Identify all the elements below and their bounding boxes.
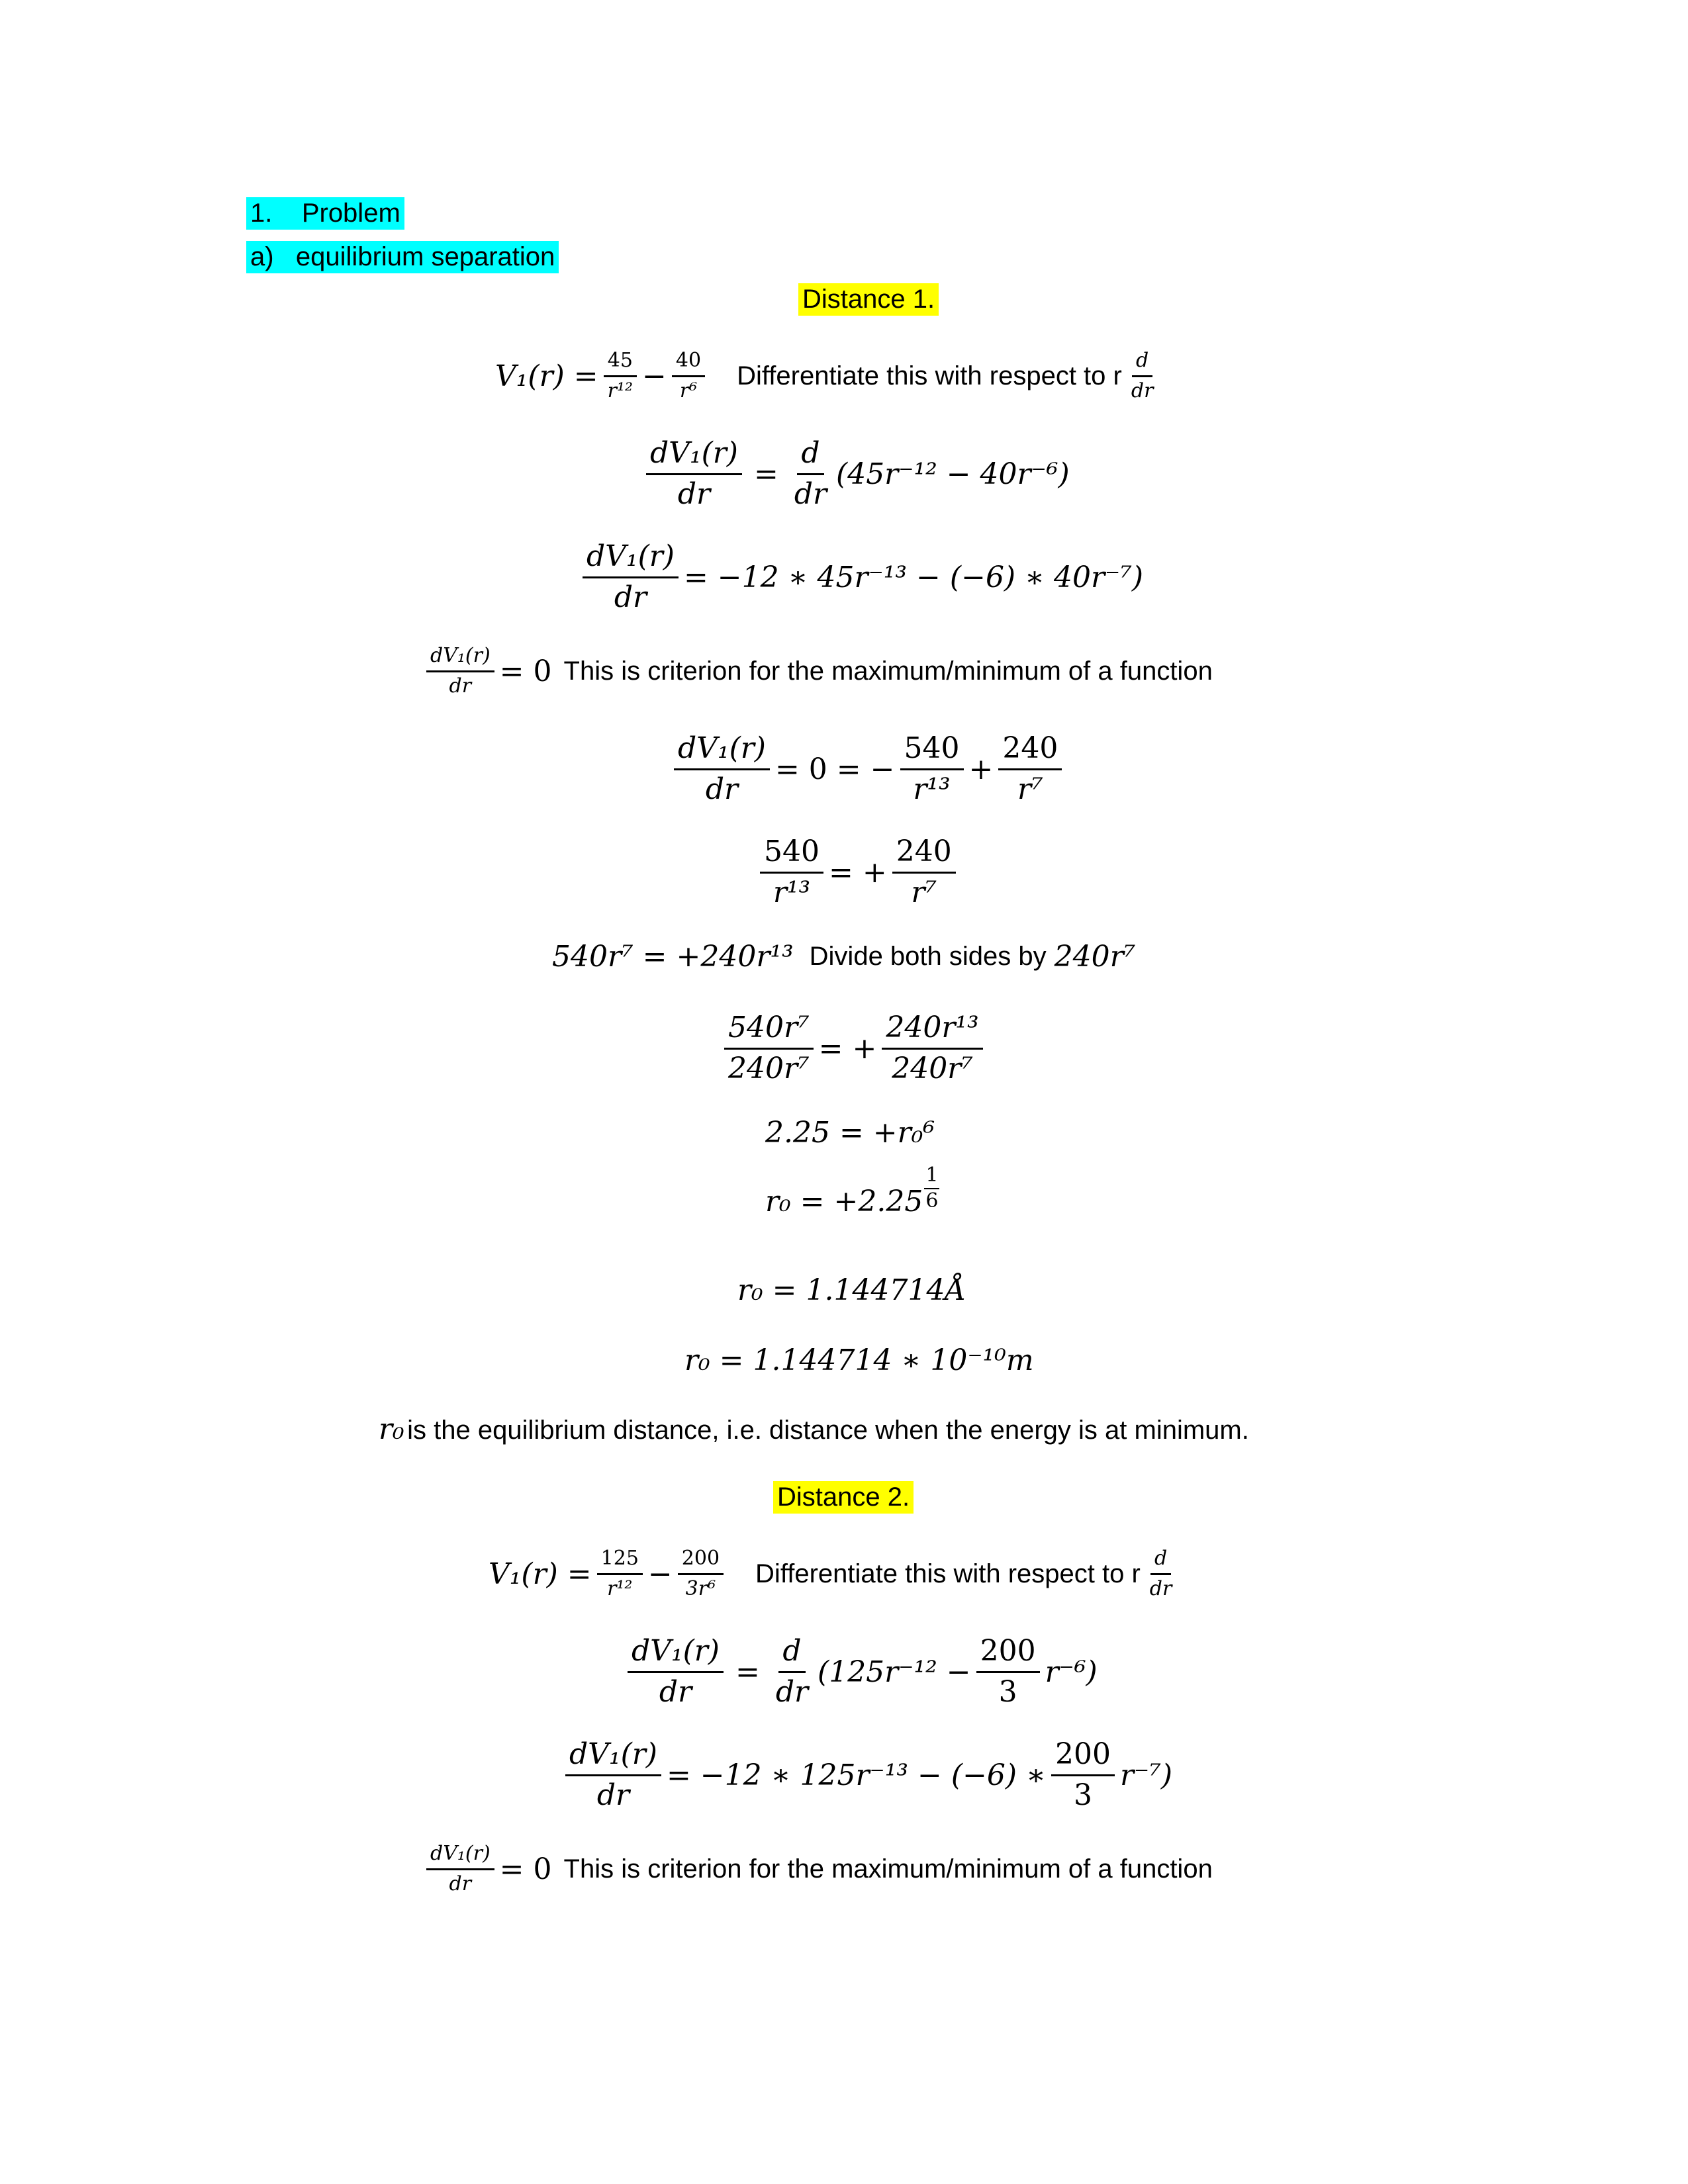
d2-step2-dv: $\frac{\text{dV₁(r)}}{dr}$ bbox=[565, 1738, 661, 1812]
d1-step3-mid: = 0 = − bbox=[774, 752, 895, 786]
d2-step2-post: r⁻⁷) bbox=[1119, 1758, 1173, 1792]
d1-step9 bbox=[737, 1273, 966, 1307]
d1-conclusion-symbol: r₀ bbox=[379, 1412, 404, 1446]
problem-heading bbox=[246, 197, 404, 230]
distance1-label: Distance 1. bbox=[798, 283, 939, 316]
part-label: equilibrium separation bbox=[295, 242, 555, 271]
d1-step10 bbox=[684, 1343, 1034, 1377]
d2-criterion-text: This is criterion for the maximum/minimum of a function bbox=[563, 1854, 1213, 1884]
d1-step3-dv: $\frac{\text{dV₁(r)}}{dr}$ bbox=[674, 732, 770, 806]
d1-step6-mid: = + bbox=[818, 1031, 877, 1066]
part-heading bbox=[246, 241, 559, 273]
d1-v-frac2: $\frac{40}{\text{r⁶}}$ bbox=[672, 349, 705, 402]
d2-criterion-dv: $\frac{\text{dV₁(r)}}{dr}$ bbox=[426, 1843, 494, 1895]
d1-d-dr: $\frac{d}{dr}$ bbox=[1131, 349, 1154, 402]
d2-step1-ddr: $\frac{d}{dr}$ bbox=[775, 1634, 809, 1709]
d2-d-dr: $\frac{d}{dr}$ bbox=[1149, 1547, 1172, 1600]
d2-step1-pre: (125r⁻¹² − bbox=[818, 1655, 971, 1689]
d2-potential-equation bbox=[489, 1547, 1181, 1600]
d1-step7 bbox=[765, 1116, 935, 1150]
d2-v-frac2: $\frac{200}{\text{3r⁶}}$ bbox=[678, 1547, 724, 1600]
d1-step3-frac2: $\frac{240}{\text{r⁷}}$ bbox=[998, 732, 1062, 806]
d1-step9-expr: r₀ = 1.144714Å bbox=[737, 1273, 966, 1307]
d1-v-minus: − bbox=[642, 359, 667, 393]
d1-v-lhs: V₁(r) = bbox=[495, 359, 598, 393]
d1-step8 bbox=[765, 1163, 939, 1218]
d1-criterion bbox=[421, 645, 1213, 698]
d1-step5-divisor: 240r⁷ bbox=[1054, 940, 1136, 974]
d1-step2 bbox=[577, 540, 1143, 614]
d1-step4-frac1: $\frac{540}{\text{r¹³}}$ bbox=[760, 835, 823, 909]
d1-step5-text: Divide both sides by bbox=[809, 942, 1047, 971]
d1-step8-exponent: $\frac{1}{6}$ bbox=[925, 1163, 939, 1212]
d1-step5-expr: 540r⁷ = +240r¹³ bbox=[552, 940, 794, 974]
d2-step2 bbox=[560, 1738, 1172, 1812]
d1-criterion-text: This is criterion for the maximum/minimum of a function bbox=[563, 656, 1213, 686]
d1-criterion-dv: $\frac{\text{dV₁(r)}}{dr}$ bbox=[426, 645, 494, 698]
d1-step6-frac2: $\frac{\text{240r¹³}}{\text{240r⁷}}$ bbox=[882, 1011, 982, 1085]
d1-step4 bbox=[755, 835, 961, 909]
distance2-label: Distance 2. bbox=[773, 1481, 914, 1514]
part-letter: a) bbox=[250, 242, 274, 271]
d1-conclusion bbox=[379, 1412, 1249, 1446]
d2-step1-dv: $\frac{\text{dV₁(r)}}{dr}$ bbox=[628, 1635, 724, 1709]
d2-step1-frac: $\frac{200}{3}$ bbox=[976, 1635, 1040, 1709]
d1-step10-expr: r₀ = 1.144714 ∗ 10⁻¹⁰m bbox=[684, 1343, 1034, 1377]
d1-v-frac1: $\frac{45}{\text{r¹²}}$ bbox=[604, 349, 637, 402]
d1-step3 bbox=[669, 732, 1067, 806]
d1-step2-dv: $\frac{\text{dV₁(r)}}{dr}$ bbox=[583, 540, 679, 614]
d1-step6-frac1: $\frac{\text{540r⁷}}{\text{240r⁷}}$ bbox=[724, 1011, 814, 1085]
d1-step1-ddr: $\frac{d}{dr}$ bbox=[794, 436, 827, 511]
problem-label: Problem bbox=[301, 199, 400, 228]
d1-step5 bbox=[552, 940, 1135, 974]
d1-step2-expr: = −12 ∗ 45r⁻¹³ − (−6) ∗ 40r⁻⁷) bbox=[683, 560, 1144, 594]
d1-criterion-eq: = 0 bbox=[499, 654, 552, 688]
d2-criterion-eq: = 0 bbox=[499, 1852, 552, 1886]
d1-step4-frac2: $\frac{240}{\text{r⁷}}$ bbox=[892, 835, 956, 909]
d1-conclusion-text: is the equilibrium distance, i.e. distance when the energy is at minimum. bbox=[407, 1416, 1249, 1445]
d1-step4-mid: = + bbox=[828, 855, 887, 889]
d2-v-lhs: V₁(r) = bbox=[489, 1557, 592, 1591]
d2-v-frac1: $\frac{125}{\text{r¹²}}$ bbox=[597, 1547, 643, 1600]
d1-diff-text: Differentiate this with respect to r bbox=[737, 361, 1122, 390]
d1-step3-plus: + bbox=[968, 752, 994, 786]
d1-potential-equation bbox=[495, 349, 1162, 402]
d2-step2-pre: = −12 ∗ 125r⁻¹³ − (−6) ∗ bbox=[666, 1758, 1046, 1792]
d2-step2-frac: $\frac{200}{3}$ bbox=[1051, 1738, 1115, 1812]
d1-step1-expr: (45r⁻¹² − 40r⁻⁶) bbox=[836, 457, 1070, 491]
d1-step1: $\frac{\text{dV₁(r)}}{dr}$ = $\frac{d}{dr}$ (45r⁻¹² − 40r⁻⁶) bbox=[641, 437, 1070, 511]
d2-step1: $\frac{\text{dV₁(r)}}{dr}$ = $\frac{d}{dr}$ (125r⁻¹² − $\frac{200}{3}$ r⁻⁶) bbox=[622, 1635, 1098, 1709]
d2-v-minus: − bbox=[647, 1557, 673, 1591]
d2-diff-text: Differentiate this with respect to r bbox=[755, 1559, 1141, 1588]
d1-step8-base: r₀ = +2.25 bbox=[765, 1185, 923, 1218]
d2-criterion bbox=[421, 1843, 1213, 1895]
d1-step6 bbox=[719, 1011, 988, 1085]
problem-number: 1. bbox=[250, 199, 273, 228]
d2-step1-post: r⁻⁶) bbox=[1045, 1655, 1098, 1689]
d1-step7-expr: 2.25 = +r₀⁶ bbox=[765, 1116, 935, 1150]
d1-step3-frac1: $\frac{540}{\text{r¹³}}$ bbox=[900, 732, 964, 806]
d1-step1-dv: $\frac{\text{dV₁(r)}}{dr}$ bbox=[646, 437, 742, 511]
